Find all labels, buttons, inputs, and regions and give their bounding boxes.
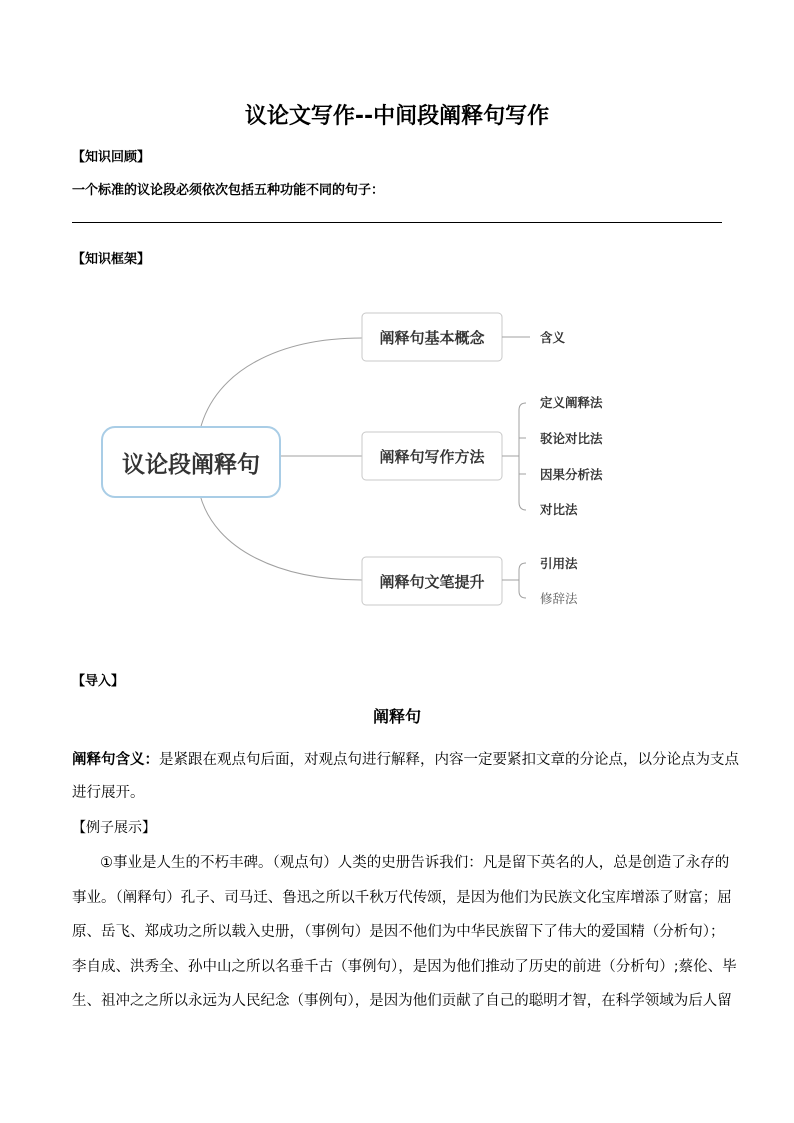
branch-2-bracket	[519, 403, 526, 510]
example-line: ①事业是人生的不朽丰碑。（观点句）人类的史册告诉我们：凡是留下英名的人，总是创造了永存的	[100, 855, 730, 871]
mind-map	[0, 290, 794, 620]
leaf-2-1: 定义阐释法	[540, 395, 603, 410]
definition-term: 阐释句含义：	[72, 752, 159, 768]
connector-branch-3	[200, 495, 362, 580]
leaf-3-2: 修辞法	[540, 591, 578, 606]
branch-label-2: 阐释句写作方法	[379, 448, 485, 466]
connector-branch-1	[200, 338, 362, 430]
leaf-1-1: 含义	[540, 330, 566, 345]
leaf-2-4: 对比法	[540, 502, 578, 517]
definition-text-2: 进行展开。	[72, 785, 145, 801]
example-line: 原、岳飞、郑成功之所以载入史册，（事例句）是因不他们为中华民族留下了伟大的爱国精（分析句）；	[72, 924, 725, 940]
branch-label-1: 阐释句基本概念	[379, 329, 485, 347]
page-title: 议论文写作--中间段阐释句写作	[244, 104, 550, 129]
intro-heading: 阐释句	[372, 707, 421, 726]
review-label: 【知识回顾】	[72, 150, 151, 165]
definition-paragraph	[72, 744, 739, 810]
example-line: 李自成、洪秀全、孙中山之所以名垂千古（事例句），是因为他们推动了历史的前进（分析句）;蔡伦、毕	[72, 958, 737, 975]
example-line: 事业。（阐释句）孔子、司马迁、鲁迅之所以千秋万代传颂，是因为他们为民族文化宝库增添了财富；屈	[72, 889, 732, 906]
branch-3-bracket	[519, 563, 526, 598]
leaf-3-1: 引用法	[540, 556, 578, 571]
center-node-label: 议论段阐释句	[122, 452, 260, 478]
example-paragraph	[72, 846, 737, 1019]
example-line: 生、祖冲之之所以永远为人民纪念（事例句），是因为他们贡献了自己的聪明才智，在科学领域为后人留	[72, 993, 732, 1009]
review-text: 一个标准的议论段必须依次包括五种功能不同的句子：	[72, 183, 385, 198]
example-label: 【例子展示】	[72, 820, 156, 836]
leaf-2-2: 驳论对比法	[540, 431, 603, 446]
definition-text-1: 是紧跟在观点句后面，对观点句进行解释，内容一定要紧扣文章的分论点，以分论点为支点	[159, 752, 739, 768]
leaf-2-3: 因果分析法	[540, 467, 603, 482]
intro-label: 【导入】	[72, 674, 125, 689]
framework-label: 【知识框架】	[72, 252, 151, 267]
branch-label-3: 阐释句文笔提升	[379, 573, 485, 591]
divider-line	[72, 222, 722, 223]
